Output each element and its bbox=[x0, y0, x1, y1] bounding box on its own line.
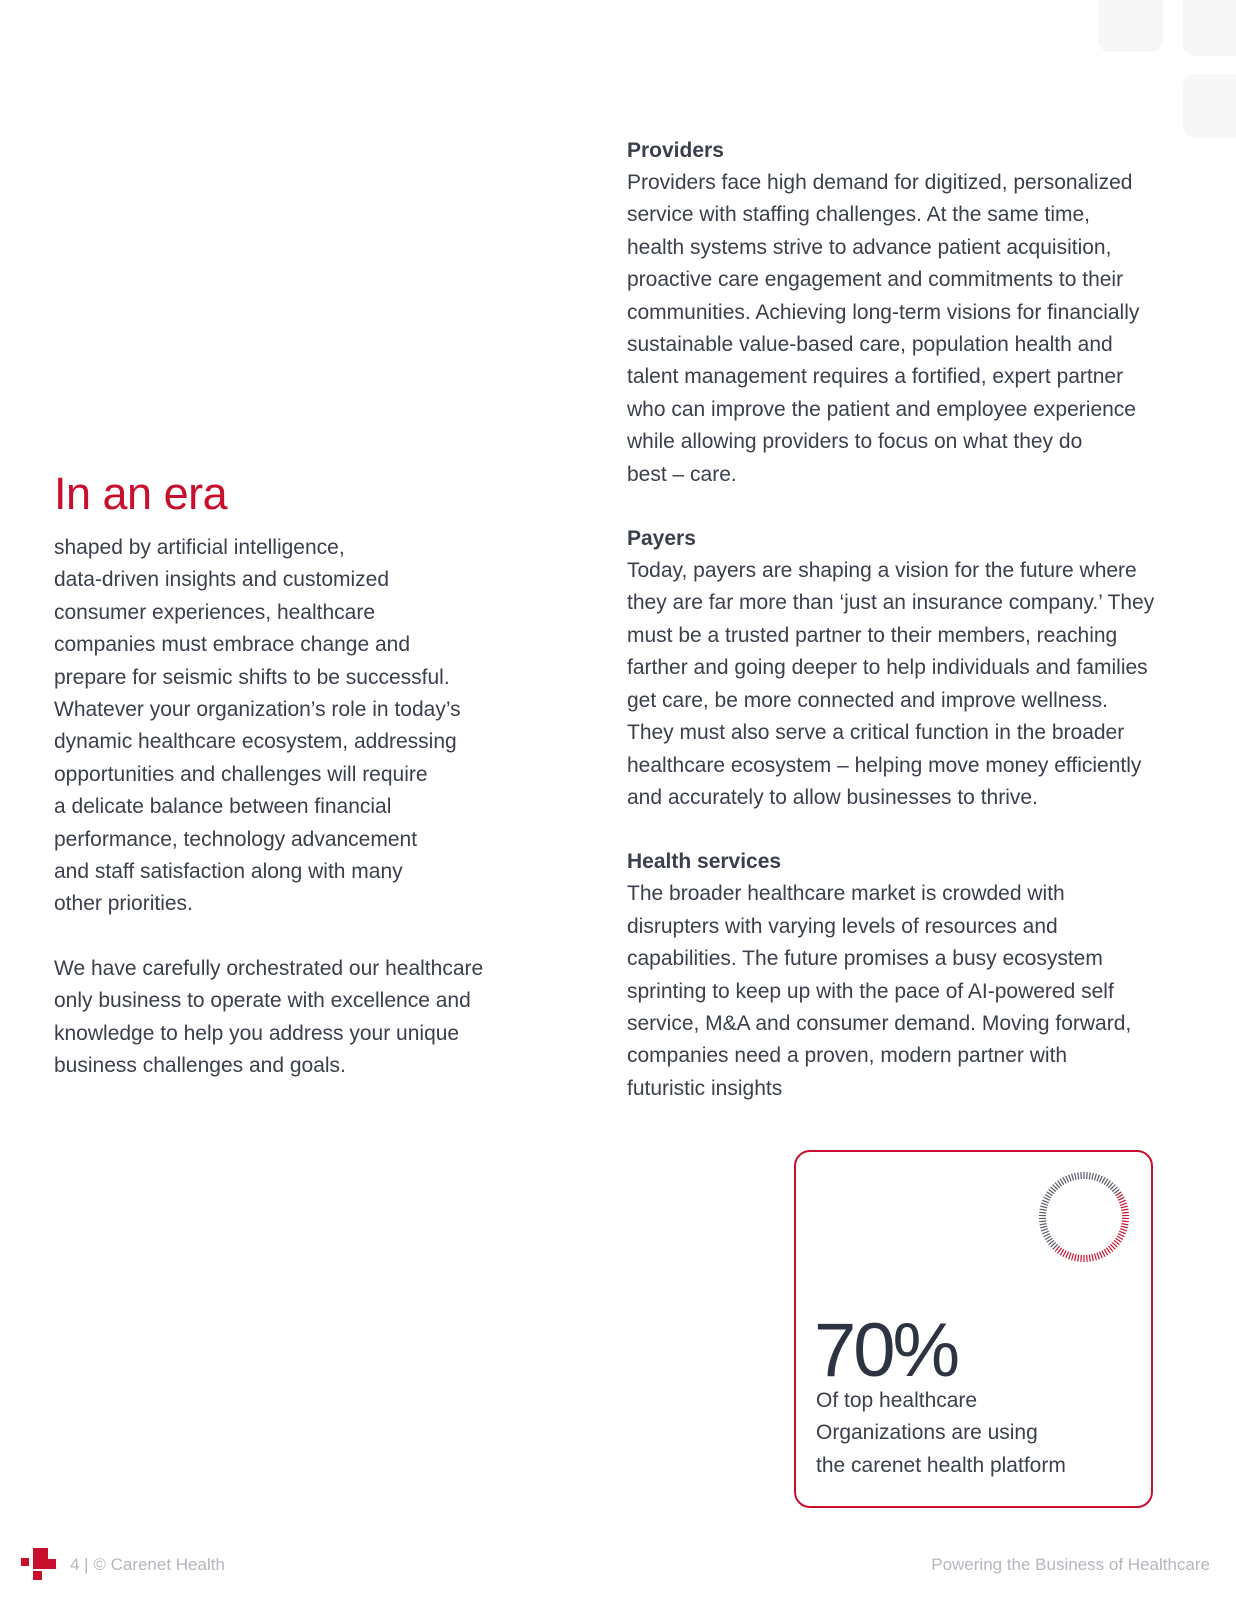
decorative-tile bbox=[1183, 74, 1236, 138]
text-line: and accurately to allow businesses to thrive. bbox=[627, 785, 1038, 809]
text-line: capabilities. The future promises a busy ecosystem bbox=[627, 947, 1103, 971]
text-line: Organizations are using bbox=[816, 1421, 1038, 1445]
section-health-services bbox=[627, 846, 1197, 1105]
text-line: companies need a proven, modern partner with bbox=[627, 1044, 1068, 1068]
intro-paragraph bbox=[54, 532, 534, 921]
intro-headline: In an era bbox=[54, 468, 228, 519]
text-line: proactive care engagement and commitments to their bbox=[627, 268, 1124, 292]
text-line: We have carefully orchestrated our healthcare bbox=[54, 956, 484, 980]
text-line: sprinting to keep up with the pace of AI-powered self bbox=[627, 979, 1114, 1003]
text-line: Today, payers are shaping a vision for the future where bbox=[627, 559, 1137, 583]
section-title: Payers bbox=[627, 527, 696, 551]
section-body bbox=[627, 878, 1197, 1105]
stat-card bbox=[794, 1150, 1153, 1508]
text-line: business challenges and goals. bbox=[54, 1054, 346, 1078]
text-line: other priorities. bbox=[54, 892, 193, 916]
text-line: prepare for seismic shifts to be successful. bbox=[54, 665, 450, 689]
text-line: service, M&A and consumer demand. Moving forward, bbox=[627, 1011, 1132, 1035]
text-line: must be a trusted partner to their members, reaching bbox=[627, 623, 1118, 647]
section-body bbox=[627, 555, 1197, 814]
text-line: communities. Achieving long-term visions for financially bbox=[627, 300, 1140, 324]
text-line: a delicate balance between financial bbox=[54, 795, 392, 819]
text-line: get care, be more connected and improve wellness. bbox=[627, 688, 1108, 712]
text-line: dynamic healthcare ecosystem, addressing bbox=[54, 730, 457, 754]
text-line: shaped by artificial intelligence, bbox=[54, 536, 345, 559]
text-line: Whatever your organization’s role in today’s bbox=[54, 698, 461, 722]
section-body bbox=[627, 167, 1197, 491]
text-line: talent management requires a fortified, expert partner bbox=[627, 365, 1124, 389]
segments-column bbox=[627, 135, 1197, 1105]
text-line: while allowing providers to focus on what they do bbox=[627, 430, 1083, 454]
carenet-logo-icon bbox=[20, 1548, 56, 1582]
stat-value: 70% bbox=[814, 1308, 958, 1393]
text-line: the carenet health platform bbox=[816, 1453, 1066, 1477]
footer-tagline: Powering the Business of Healthcare bbox=[931, 1555, 1210, 1574]
decorative-tile bbox=[1183, 0, 1236, 56]
text-line: disrupters with varying levels of resources and bbox=[627, 914, 1058, 938]
stat-caption bbox=[816, 1385, 1136, 1482]
text-line: service with staffing challenges. At the same time, bbox=[627, 203, 1091, 227]
section-title: Providers bbox=[627, 139, 724, 162]
text-line: who can improve the patient and employee experience bbox=[627, 397, 1136, 421]
page-number: 4 | © Carenet Health bbox=[70, 1555, 225, 1574]
text-line: companies must embrace change and bbox=[54, 633, 411, 657]
decorative-tile bbox=[1098, 0, 1163, 52]
text-line: opportunities and challenges will require bbox=[54, 762, 428, 786]
text-line: they are far more than ‘just an insurance company.’ They bbox=[627, 591, 1155, 615]
text-line: Providers face high demand for digitized, personalized bbox=[627, 171, 1133, 194]
intro-paragraph bbox=[54, 953, 534, 1083]
text-line: futuristic insights bbox=[627, 1076, 783, 1100]
text-line: best – care. bbox=[627, 462, 737, 486]
text-line: sustainable value-based care, population health and bbox=[627, 333, 1113, 357]
intro-column bbox=[54, 466, 534, 1083]
text-line: health systems strive to advance patient acquisition, bbox=[627, 235, 1112, 259]
text-line: The broader healthcare market is crowded with bbox=[627, 882, 1065, 906]
text-line: performance, technology advancement bbox=[54, 827, 418, 851]
text-line: data-driven insights and customized bbox=[54, 568, 390, 592]
section-title: Health services bbox=[627, 850, 782, 874]
section-payers bbox=[627, 523, 1197, 814]
text-line: consumer experiences, healthcare bbox=[54, 600, 376, 624]
section-providers bbox=[627, 135, 1197, 491]
text-line: and staff satisfaction along with many bbox=[54, 860, 403, 884]
text-line: knowledge to help you address your unique bbox=[54, 1021, 460, 1045]
text-line: Of top healthcare bbox=[816, 1389, 978, 1412]
radial-ticks-icon bbox=[1037, 1170, 1131, 1264]
text-line: only business to operate with excellence and bbox=[54, 989, 471, 1013]
text-line: healthcare ecosystem – helping move money efficiently bbox=[627, 753, 1142, 777]
text-line: They must also serve a critical function in the broader bbox=[627, 721, 1125, 745]
text-line: farther and going deeper to help individuals and families bbox=[627, 656, 1148, 680]
